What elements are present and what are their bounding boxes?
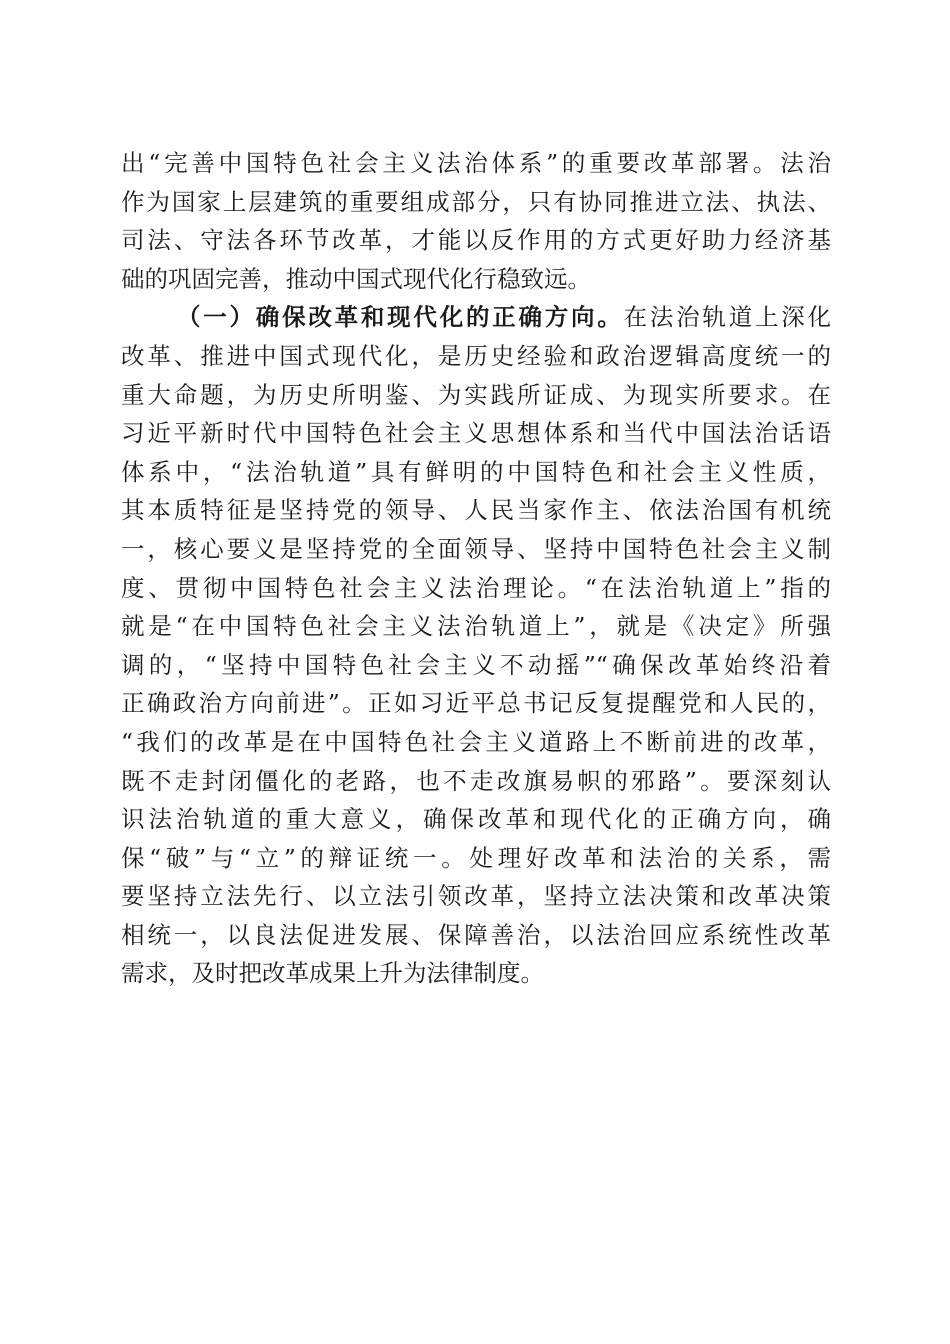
paragraph-line: 体系中，“法治轨道”具有鲜明的中国特色和社会主义性质，: [121, 457, 831, 486]
paragraph-line: 一，核心要义是坚持党的全面领导、坚持中国特色社会主义制: [121, 534, 831, 563]
paragraph-line: 保“破”与“立”的辩证统一。处理好改革和法治的关系，需: [121, 843, 831, 872]
paragraph-line: 出“完善中国特色社会主义法治体系”的重要改革部署。法治: [121, 149, 831, 177]
paragraph-2: [121, 298, 831, 993]
paragraph-line: 作为国家上层建筑的重要组成部分，只有协同推进立法、执法、: [121, 187, 831, 216]
paragraph-line: 调的，“坚持中国特色社会主义不动摇”“确保改革始终沿着: [121, 650, 831, 679]
paragraph-line: 识法治轨道的重大意义，确保改革和现代化的正确方向，确: [121, 805, 831, 834]
paragraph-line: 度、贯彻中国特色社会主义法治理论。“在法治轨道上”指的: [121, 573, 831, 602]
paragraph-line: 重大命题，为历史所明鉴、为实践所证成、为现实所要求。在: [121, 380, 831, 409]
document-body: [121, 144, 831, 993]
paragraph-line: 需求，及时把改革成果上升为法律制度。: [121, 959, 544, 988]
paragraph-line: 其本质特征是坚持党的领导、人民当家作主、依法治国有机统: [121, 496, 831, 525]
paragraph-line: 司法、守法各环节改革，才能以反作用的方式更好助力经济基: [121, 226, 831, 255]
paragraph-line: 既不走封闭僵化的老路，也不走改旗易帜的邪路”。要深刻认: [121, 766, 831, 795]
paragraph-line: 习近平新时代中国特色社会主义思想体系和当代中国法治话语: [121, 419, 831, 448]
paragraph-line: 相统一，以良法促进发展、保障善治，以法治回应系统性改革: [121, 920, 831, 949]
section-heading: （一）确保改革和现代化的正确方向。: [177, 303, 624, 332]
paragraph-line: 础的巩固完善，推动中国式现代化行稳致远。: [121, 264, 591, 293]
paragraph-line: 正确政治方向前进”。正如习近平总书记反复提醒党和人民的，: [121, 689, 831, 718]
paragraph-line-text: 在法治轨道上深化: [623, 303, 832, 332]
paragraph-line: 要坚持立法先行、以立法引领改革，坚持立法决策和改革决策: [121, 882, 831, 911]
paragraph-line: “我们的改革是在中国特色社会主义道路上不断前进的改革，: [121, 727, 831, 756]
paragraph-1: [121, 144, 831, 298]
paragraph-line: 改革、推进中国式现代化，是历史经验和政治逻辑高度统一的: [121, 341, 831, 370]
paragraph-line: 就是“在中国特色社会主义法治轨道上”，就是《决定》所强: [121, 612, 831, 641]
paragraph-first-line: [121, 298, 831, 337]
